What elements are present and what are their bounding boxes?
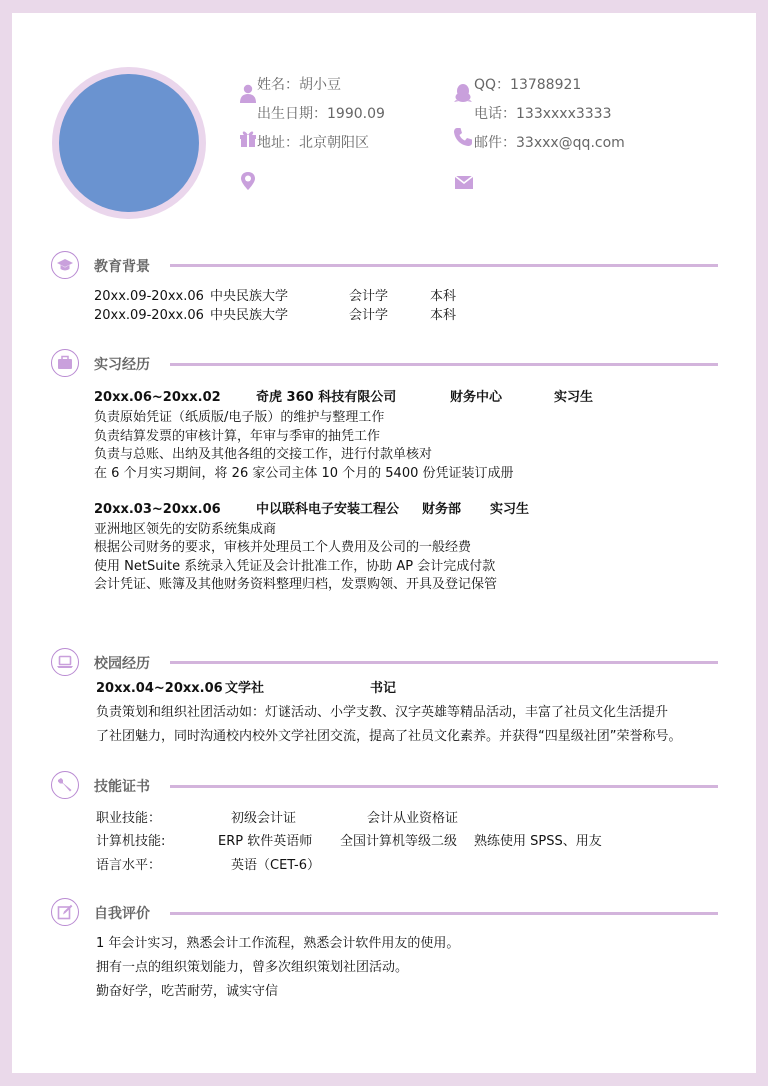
phone-icon [453, 127, 473, 147]
section-title-education: 教育背景 [94, 259, 150, 275]
job-duty: 亚洲地区领先的安防系统集成商 [94, 522, 277, 537]
skill-item: 会计从业资格证 [367, 811, 459, 826]
avatar [59, 74, 199, 212]
job-duty: 根据公司财务的要求，审核并处理员工个人费用及公司的一般经费 [94, 540, 472, 555]
job-date: 20xx.03~20xx.06 [94, 502, 221, 517]
skill-label: 职业技能： [96, 811, 162, 826]
section-title-skills: 技能证书 [94, 779, 150, 795]
skill-item: 全国计算机等级二级 [340, 834, 458, 849]
section-title-campus: 校园经历 [94, 656, 150, 672]
campus-duty: 负责策划和组织社团活动如：灯谜活动、小学支教、汉字英雄等精品活动，丰富了社员文化生活提升 [96, 705, 669, 720]
skill-item: 熟练使用 SPSS、用友 [474, 834, 602, 849]
edit-icon [51, 898, 79, 926]
job-dept: 财务部 [422, 502, 462, 517]
mail-icon [454, 172, 474, 192]
job-company: 中以联科电子安装工程公 [256, 502, 400, 517]
name-field: 姓名：胡小豆 [257, 77, 341, 93]
job-duty: 在 6 个月实习期间，将 26 家公司主体 10 个月的 5400 份凭证装订成册 [94, 466, 514, 481]
edu-date: 20xx.09-20xx.06 [94, 308, 204, 323]
self-line: 拥有一点的组织策划能力，曾多次组织策划社团活动。 [96, 960, 409, 975]
skill-label: 计算机技能: [96, 834, 166, 849]
person-icon [238, 83, 258, 103]
section-title-self: 自我评价 [94, 906, 150, 922]
section-divider [170, 264, 718, 267]
qq-penguin-icon [453, 83, 473, 103]
edu-degree: 本科 [430, 308, 457, 323]
section-divider [170, 661, 718, 664]
birth-field: 出生日期：1990.09 [257, 106, 385, 122]
skill-item: ERP 软件英语师 [218, 834, 313, 849]
job-duty: 会计凭证、账簿及其他财务资料整理归档，发票购领、开具及登记保管 [94, 577, 498, 592]
wrench-icon [51, 771, 79, 799]
location-pin-icon [238, 171, 258, 191]
job-date: 20xx.06~20xx.02 [94, 390, 221, 405]
job-duty: 负责与总账、出纳及其他各组的交接工作，进行付款单核对 [94, 447, 433, 462]
edu-school: 中央民族大学 [210, 289, 289, 304]
job-role: 实习生 [554, 390, 594, 405]
edu-school: 中央民族大学 [210, 308, 289, 323]
skill-item: 初级会计证 [231, 811, 297, 826]
campus-date: 20xx.04~20xx.06 [96, 681, 223, 696]
graduation-cap-icon [51, 251, 79, 279]
job-duty: 负责结算发票的审核计算，年审与季审的抽凭工作 [94, 429, 381, 444]
campus-role: 书记 [370, 681, 397, 696]
qq-field: QQ：13788921 [474, 77, 582, 93]
job-duty: 负责原始凭证（纸质版/电子版）的维护与整理工作 [94, 410, 385, 425]
job-dept: 财务中心 [450, 390, 503, 405]
email-field: 邮件：33xxx@qq.com [474, 135, 625, 151]
phone-field: 电话：133xxxx3333 [474, 106, 612, 122]
edu-major: 会计学 [349, 308, 389, 323]
skill-item: 英语（CET-6） [231, 858, 321, 873]
campus-duty: 了社团魅力，同时沟通校内校外文学社团交流，提高了社员文化素养。并获得“四星级社团”荣誉称号。 [96, 729, 682, 744]
briefcase-icon [51, 349, 79, 377]
edu-major: 会计学 [349, 289, 389, 304]
section-title-internship: 实习经历 [94, 357, 150, 373]
section-divider [170, 363, 718, 366]
gift-icon [238, 128, 258, 148]
self-line: 1 年会计实习，熟悉会计工作流程，熟悉会计软件用友的使用。 [96, 936, 460, 951]
edu-date: 20xx.09-20xx.06 [94, 289, 204, 304]
self-line: 勤奋好学，吃苦耐劳，诚实守信 [96, 984, 279, 999]
campus-org: 文学社 [225, 681, 265, 696]
job-role: 实习生 [490, 502, 530, 517]
section-divider [170, 785, 718, 788]
skill-label: 语言水平： [96, 858, 162, 873]
edu-degree: 本科 [430, 289, 457, 304]
section-divider [170, 912, 718, 915]
address-field: 地址：北京朝阳区 [257, 135, 369, 151]
job-company: 奇虎 360 科技有限公司 [256, 390, 397, 405]
job-duty: 使用 NetSuite 系统录入凭证及会计批准工作，协助 AP 会计完成付款 [94, 559, 496, 574]
laptop-icon [51, 648, 79, 676]
